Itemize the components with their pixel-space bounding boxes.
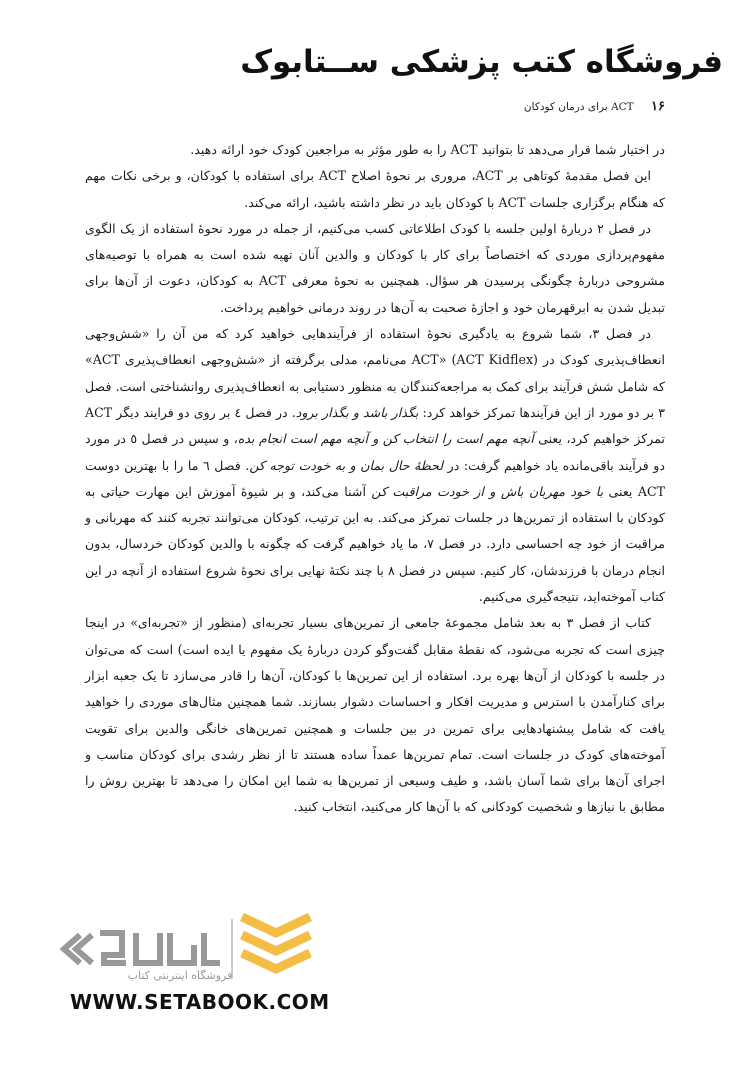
paragraph <box>85 216 665 321</box>
emphasis-text: با خود مهربان باش و از خودت مراقبت کن <box>371 483 604 499</box>
running-title: ACT برای درمان کودکان <box>523 101 634 113</box>
emphasis-text: آنچه مهم است را انتخاب کن و آنچه مهم است انجام بده <box>237 431 534 447</box>
page-number: ۱۶ <box>651 99 665 114</box>
paragraph-text: در اختیار شما قرار می‌دهد تا بتوانید ACT را به طور مؤثر به مراجعین کودک خود ارائه دهید. <box>190 142 665 157</box>
paragraph-text: ، و سپس در فصل ٥ در مورد دو فرآیند باقی‌مانده یاد خواهیم گرفت: در <box>85 431 665 473</box>
emphasis-text: لحظهٔ حال بمان و به خودت توجه کن <box>249 457 444 473</box>
body-text <box>85 137 665 821</box>
paragraph <box>85 163 665 216</box>
paragraph-text: . فصل ٦ ما را با بهترین دوست ACT یعنی <box>85 457 665 499</box>
running-head <box>105 99 665 114</box>
paragraph-text: . در فصل ٤ بر روی دو فرایند دیگر ACT تمرکز خواهیم کرد، یعنی <box>85 404 666 447</box>
paragraph <box>85 321 665 610</box>
setabook-watermark-logo <box>60 905 320 985</box>
paragraph-text: کتاب از فصل ۳ به بعد شامل مجموعهٔ جامعی از تمرین‌های بسیار تجربه‌ای (منظور از «تجربه‌ای» در اینجا چیزی است که تجربه می‌شود، که نقطهٔ مقابل گفت‌وگو کردن دربارهٔ یک مفهوم یا ایده است) است که می‌توان در جلسه با کودکان از آن‌ها بهره برد. استفاده از این تمرین‌ها با کودکان، آن‌ها را قادر می‌سازد تا یک جعبه ابزار برای کنارآمدن با استرس و مدیریت افکار و احساسات دشوار بسازند. شما همچنین مثال‌های موردی را خواهید یافت که شامل پیشنهادهایی برای تمرین در بین جلسات و همچنین تمرین‌های خانگی والدین برای تقویت آموخته‌های کودک در جلسات است. تمام تمرین‌ها عمداً ساده هستند تا از نظر رشدی برای کودکان مناسب و اجرای آن‌ها برای شما آسان باشد، و طیف وسیعی از تمرین‌ها به شما این امکان را می‌دهد تا بهترین روش را مطابق با نیازها و شخصیت کودکانی که با آن‌ها کار می‌کنید، انتخاب کنید. <box>85 615 665 815</box>
paragraph-text: در فصل ۳، شما شروع به یادگیری نحوهٔ استفاده از فرآیندهایی خواهید کرد که من آن را «شش‌وجهی انعطاف‌پذیری کودک در ACT» (ACT Kidflex) می‌نامم، مدلی برگرفته از «شش‌وجهی انعطاف‌پذیری ACT» که شامل شش فرآیند برای کمک به مراجعه‌کنندگان به منظور دستیابی به انعطاف‌پذیری روانشناختی است. فصل ۳ بر دو مورد از این فرآیندها تمرکز خواهد کرد: <box>85 326 666 420</box>
paragraph-text: این فصل مقدمهٔ کوتاهی بر ACT، مروری بر نحوهٔ اصلاح ACT برای استفاده با کودکان، و برخی نکات مهم که هنگام برگزاری جلسات ACT با کودکان باید در نظر داشته باشید، ارائه می‌کند. <box>85 168 665 210</box>
watermark-tagline: فروشگاه اینترنتی کتاب <box>127 969 233 982</box>
emphasis-text: بگذار باشد و بگذار برود <box>295 404 419 420</box>
watermark-url: WWW.SETABOOK.COM <box>70 990 330 1014</box>
paragraph <box>85 610 665 820</box>
paragraph <box>85 137 665 163</box>
paragraph-text: در فصل ۲ دربارهٔ اولین جلسه با کودک اطلاعاتی کسب می‌کنیم، از جمله در مورد نحوهٔ استفاده از یک الگوی مفهوم‌پردازی موردی که اختصاصاً برای کار با کودکان و والدین آنان تهیه شده است به همراه با توصیه‌های مشروحی دربارهٔ چگونگی پرسیدن هر سؤال. همچنین به نحوهٔ معرفی ACT به کودکان، دعوت از آن‌ها برای تبدیل شدن به ابرقهرمان خود و اجازهٔ صحبت به آن‌ها در روند درمانی خواهیم پرداخت. <box>85 220 665 315</box>
book-icon <box>242 917 310 933</box>
paragraph-text: آشنا می‌کند، و بر شیوهٔ آموزش این مهارت حیاتی به کودکان با استفاده از تمرین‌ها در جلسات تمرکز می‌کند. به این ترتیب، کودکان می‌توانند تجربه کنند که مهربانی و مراقبت از خود چه احساسی دارد. در فصل ۷، ما یاد خواهیم گرفت که چگونه با والدین کودکان خردسال، بدون انجام درمان با فرزندشان، کار کنیم. سپس در فصل ۸ با چند نکتهٔ نهایی برای نحوهٔ شروع استفاده از آنچه در این کتاب آموخته‌اید، نتیجه‌گیری می‌کنیم. <box>85 483 666 605</box>
store-title: فروشگاه کتب پزشکی ســتابوک <box>240 44 723 80</box>
